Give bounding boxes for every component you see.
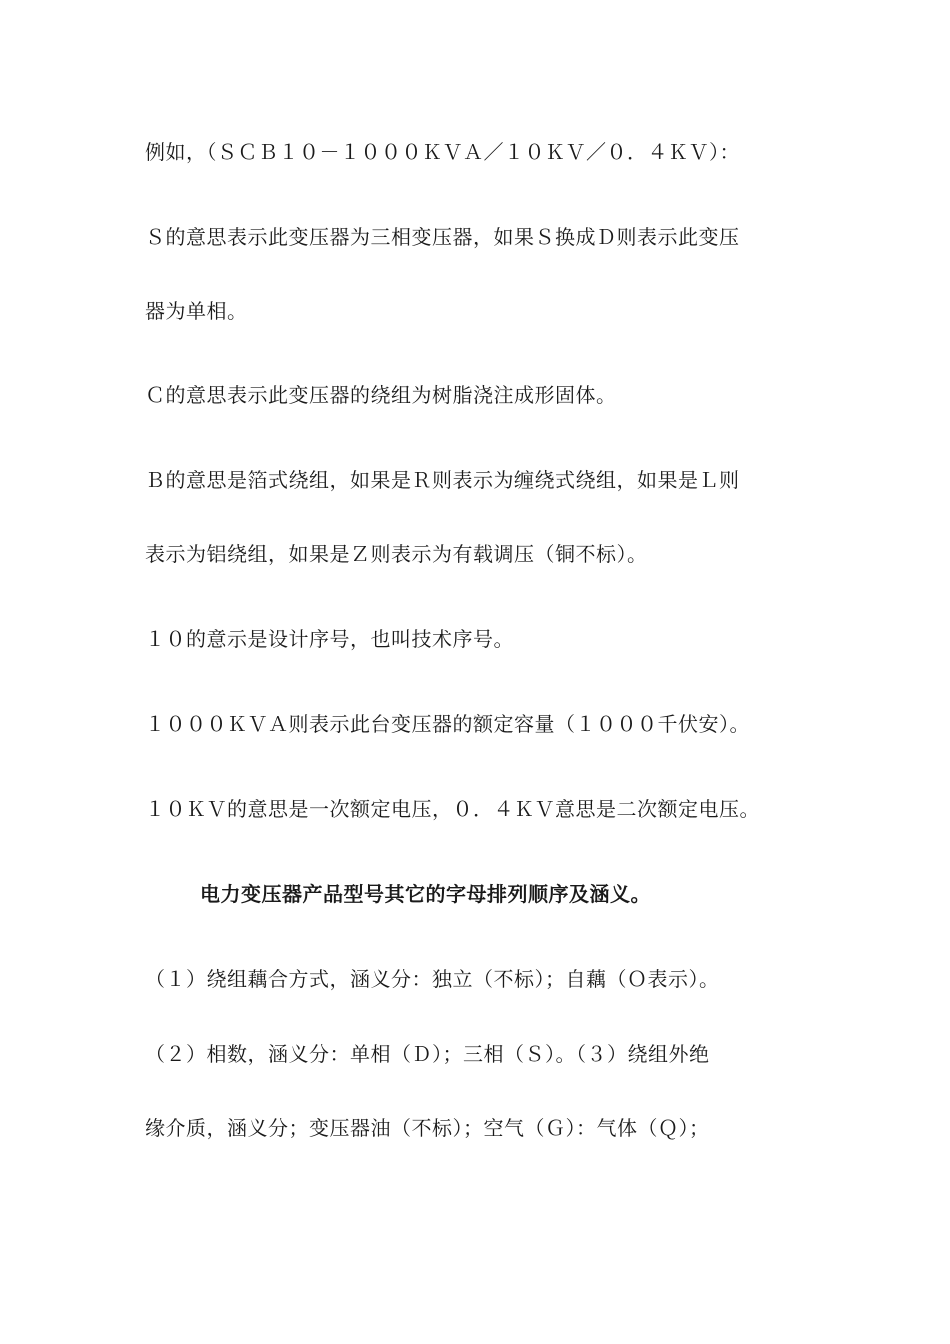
paragraph-line-s-meaning: Ｓ的意思表示此变压器为三相变压器，如果Ｓ换成Ｄ则表示此变压 bbox=[145, 225, 740, 249]
paragraph-line-b-meaning-cont: 表示为铝绕组，如果是Ｚ则表示为有载调压（铜不标）。 bbox=[145, 542, 648, 566]
list-line-3: 缘介质，涵义分；变压器油（不标）；空气（Ｇ）：气体（Ｑ）； bbox=[145, 1116, 710, 1140]
paragraph-line-c-meaning: Ｃ的意思表示此变压器的绕组为树脂浇注成形固体。 bbox=[145, 383, 617, 407]
paragraph-line-10-meaning: １０的意示是设计序号，也叫技术序号。 bbox=[145, 627, 514, 651]
paragraph-line-b-meaning: Ｂ的意思是箔式绕组，如果是Ｒ则表示为缠绕式绕组，如果是Ｌ则 bbox=[145, 468, 740, 492]
list-line-1: （１）绕组藕合方式，涵义分：独立（不标）；自藕（Ｏ表示）。 bbox=[145, 967, 720, 991]
paragraph-line-s-meaning-cont: 器为单相。 bbox=[145, 299, 248, 323]
paragraph-line-example: 例如，（ＳＣＢ１０－１０００ＫＶＡ／１０ＫＶ／０．４ＫＶ）： bbox=[145, 140, 740, 164]
paragraph-line-voltage: １０ＫＶ的意思是一次额定电压，０．４ＫＶ意思是二次额定电压。 bbox=[145, 797, 760, 821]
list-line-2: （２）相数，涵义分：单相（Ｄ）；三相（Ｓ）。（３）绕组外绝 bbox=[145, 1042, 710, 1066]
paragraph-line-capacity: １０００ＫＶＡ则表示此台变压器的额定容量（１０００千伏安）。 bbox=[145, 712, 750, 736]
section-heading: 电力变压器产品型号其它的字母排列顺序及涵义。 bbox=[200, 882, 651, 906]
